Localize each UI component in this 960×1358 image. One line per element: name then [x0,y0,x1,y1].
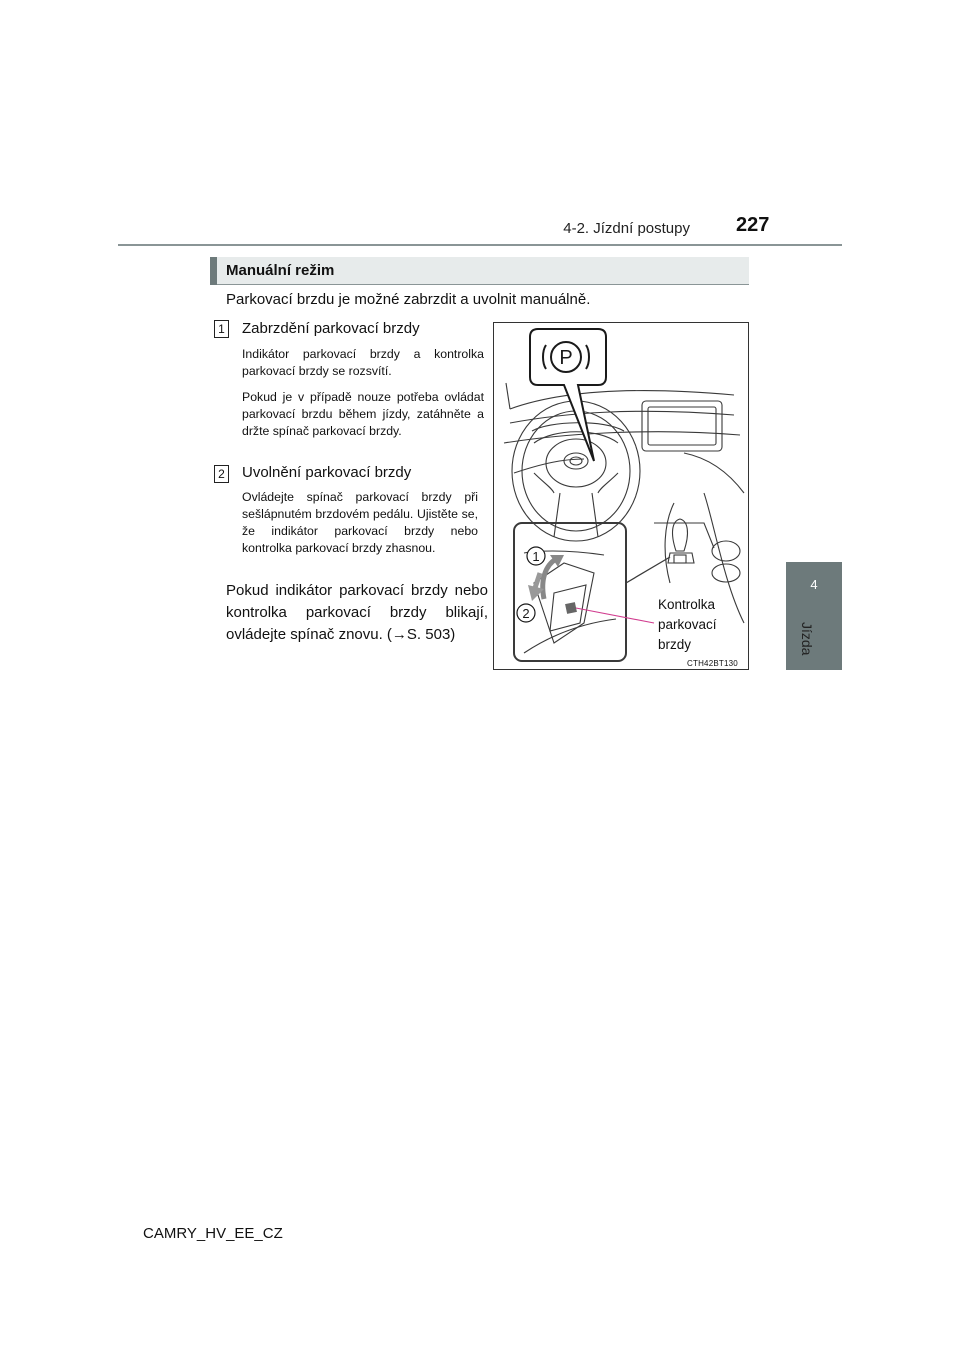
callout-1 [527,547,545,565]
callout-2-label: 2 [522,606,530,621]
callout-1-label: 1 [532,549,540,564]
section-intro: Parkovací brzdu je možné zabrzdit a uvolnit manuálně. [226,291,591,308]
figure-label-line-2: parkovací [658,617,717,632]
header-divider [118,244,842,246]
step-2-title: Uvolnění parkovací brzdy [242,464,412,481]
figure-label-line-3: brzdy [658,637,692,652]
step-2-number: 2 [214,465,229,483]
step-1-title: Zabrzdění parkovací brzdy [242,320,420,337]
figure-code: CTH42BT130 [687,659,738,668]
step-1-number: 1 [214,320,229,338]
header-section-title: 4-2. Jízdní postupy [563,220,690,237]
section-heading-accent [210,257,217,285]
section-title: Manuální režim [226,262,335,279]
step-2-paragraph-1: Ovládejte spínač parkovací brzdy při sešlápnutém brzdovém pedálu. Ujistěte se, že indikátor parkovací brzdy nebo kontrolka parkovací brzdy zhasnou. [242,490,478,555]
chapter-tab-label: Jízda [799,622,815,656]
figure-label-line-1: Kontrolka [658,597,716,612]
step-1-paragraph-1: Indikátor parkovací brzdy a kontrolka parkovací brzdy se rozsvítí. [242,347,484,378]
parking-indicator-callout [530,329,606,461]
figure-label [658,595,717,655]
page-number: 227 [736,214,770,236]
note-paragraph: Pokud indikátor parkovací brzdy nebo kontrolka parkovací brzdy blikají, ovládejte spínač znovu. (→S. 503) [226,582,488,643]
step-1-paragraph-2: Pokud je v případě nouze potřeba ovládat parkovací brzdu během jízdy, zatáhněte a držte spínač parkovací brzdy. [242,390,484,438]
footer-document-id: CAMRY_HV_EE_CZ [143,1225,283,1242]
callout-2 [517,604,535,622]
chapter-tab-number: 4 [810,577,818,592]
parking-indicator-symbol: P [559,347,573,369]
